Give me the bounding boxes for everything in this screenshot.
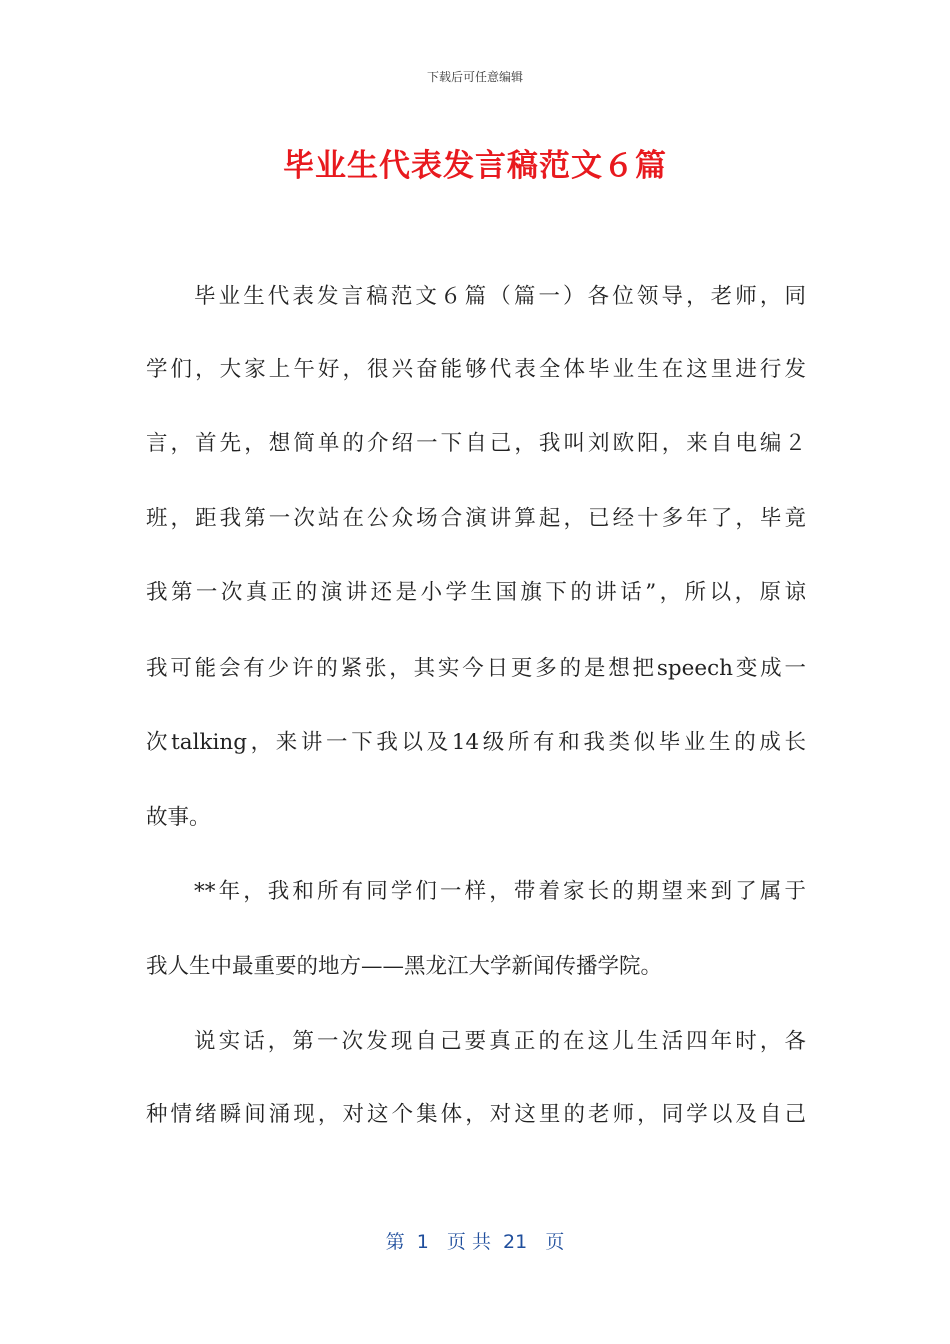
paragraph-line: 毕业生代表发言稿范文６篇（篇一）各位领导，老师，同	[194, 284, 806, 309]
paragraph-line: 故事。	[146, 805, 211, 830]
paragraph-line: 学们，大家上午好，很兴奋能够代表全体毕业生在这里进行发	[146, 357, 806, 382]
paragraph-line: 班，距我第一次站在公众场合演讲算起，已经十多年了，毕竟	[146, 506, 806, 531]
paragraph-line: 次talking，来讲一下我以及14级所有和我类似毕业生的成长	[146, 730, 806, 755]
page-number-footer: 第 1 页 共 21 页	[385, 1231, 565, 1253]
paragraph-line: 说实话，第一次发现自己要真正的在这儿生活四年时，各	[194, 1029, 806, 1054]
paragraph-line: 我第一次真正的演讲还是小学生国旗下的讲话”，所以，原谅	[146, 580, 806, 605]
document-title: 毕业生代表发言稿范文６篇	[283, 148, 667, 184]
paragraph-line: **年，我和所有同学们一样，带着家长的期望来到了属于	[194, 879, 806, 904]
header-note: 下载后可任意编辑	[426, 70, 523, 84]
paragraph-line: 种情绪瞬间涌现，对这个集体，对这里的老师，同学以及自己	[146, 1102, 806, 1127]
paragraph-line: 我人生中最重要的地方——黑龙江大学新闻传播学院。	[146, 954, 663, 979]
paragraph-line: 言，首先，想简单的介绍一下自己，我叫刘欧阳，来自电编２	[146, 431, 806, 456]
paragraph-line: 我可能会有少许的紧张，其实今日更多的是想把speech变成一	[146, 656, 806, 681]
